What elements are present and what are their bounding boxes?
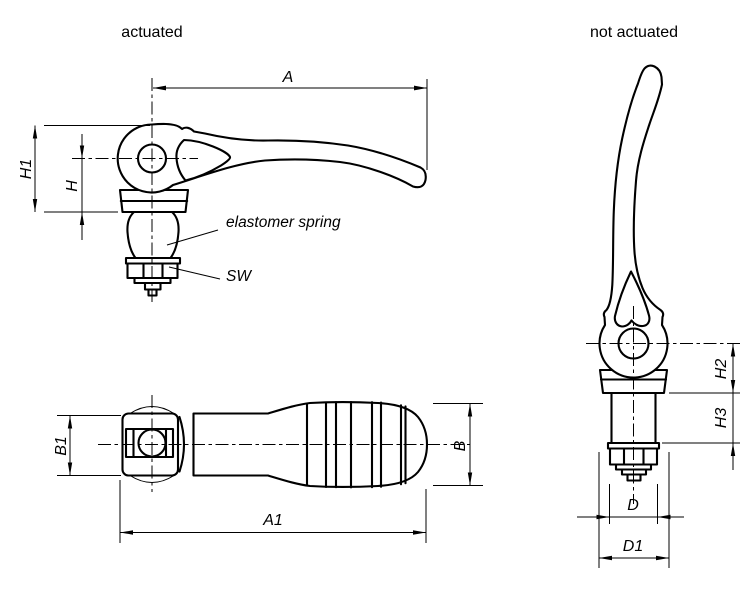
callout-label-sw: SW bbox=[226, 268, 251, 285]
view-title-not-actuated: not actuated bbox=[589, 24, 679, 41]
dim-label-h: H bbox=[64, 180, 81, 192]
dim-label-h3: H3 bbox=[713, 407, 730, 429]
dim-label-a1: A1 bbox=[263, 512, 283, 529]
dim-label-b1: B1 bbox=[53, 436, 70, 456]
dimension-B bbox=[433, 404, 483, 486]
callout-elastomer-spring bbox=[167, 214, 341, 245]
side-view-not-actuated bbox=[586, 66, 740, 504]
dim-label-a: A bbox=[282, 69, 294, 86]
dimension-H bbox=[64, 134, 84, 240]
dim-label-d1: D1 bbox=[622, 538, 644, 555]
dim-label-h2: H2 bbox=[713, 358, 730, 380]
dim-label-b: B bbox=[452, 440, 469, 452]
dim-label-h1: H1 bbox=[18, 158, 35, 180]
dimension-H2 bbox=[669, 344, 740, 471]
view-title-actuated: actuated bbox=[121, 24, 183, 41]
callout-sw bbox=[169, 267, 252, 285]
top-view bbox=[98, 395, 474, 492]
dim-label-d: D bbox=[627, 497, 639, 514]
callout-label-elastomer-spring: elastomer spring bbox=[226, 214, 341, 231]
dimension-A1 bbox=[120, 480, 426, 543]
dimension-H3 bbox=[662, 408, 740, 456]
elastomer-spring-body bbox=[127, 212, 178, 258]
dimension-D bbox=[577, 484, 684, 524]
dimension-B1 bbox=[53, 416, 121, 476]
